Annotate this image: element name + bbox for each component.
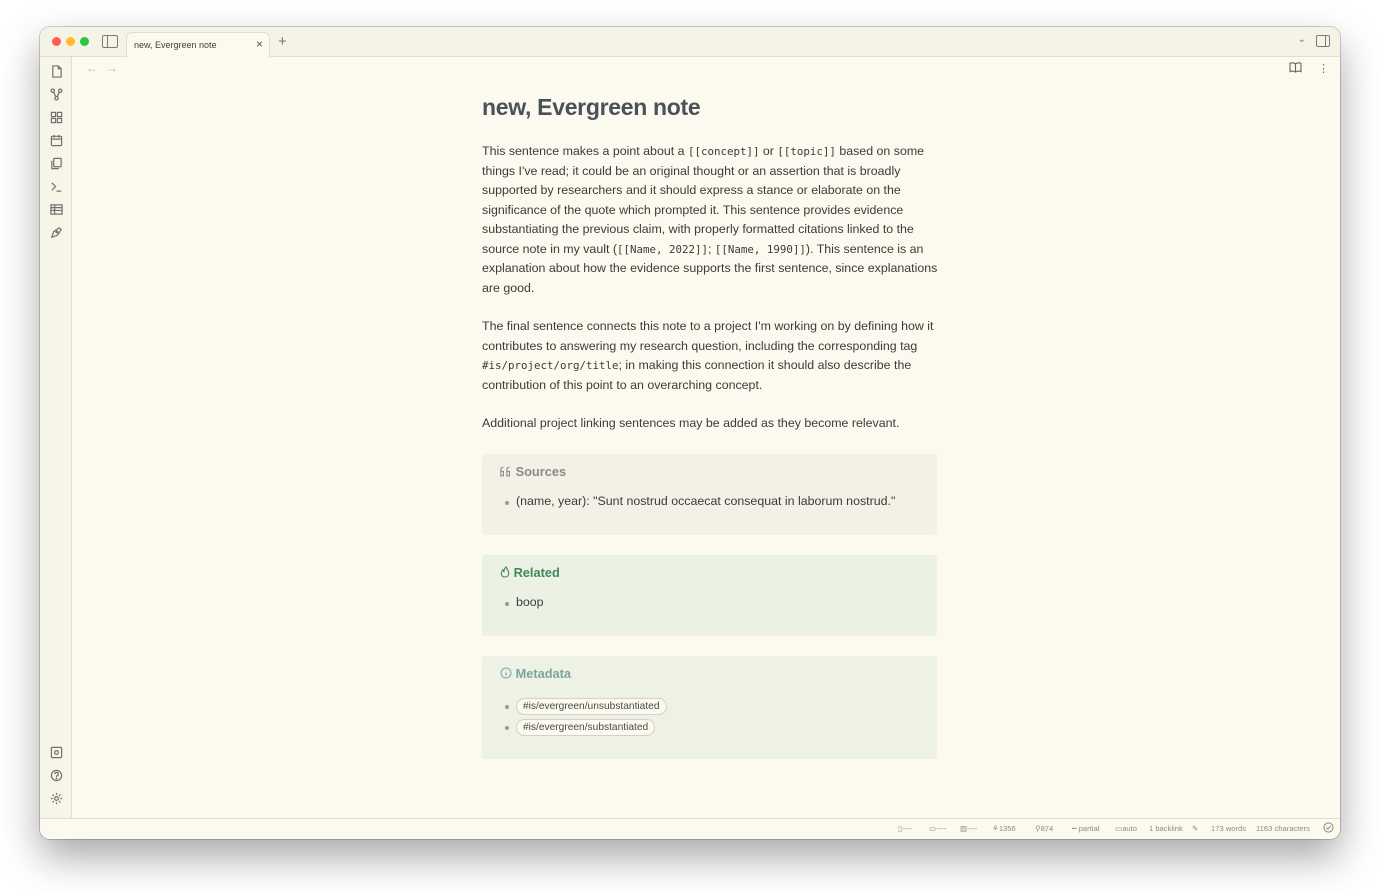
quote-icon: [500, 466, 512, 477]
status-value: ----: [967, 824, 978, 833]
open-quick-switcher-icon[interactable]: [49, 65, 63, 79]
text-run: based on some things I've read; it could be an original thought or an assertion that is broadly supported by researchers and it should express a stance or elaborate on the significance of the quote which prompted it. This sentence provides evidence substantiating the previous claim, with properly formatted citations linked to the source note in my vault (: [482, 144, 925, 256]
related-callout: [482, 555, 937, 636]
paragraph-1: [482, 142, 938, 298]
tab-close-icon[interactable]: ×: [255, 37, 263, 51]
metadata-callout: [482, 656, 937, 759]
related-callout-title[interactable]: [500, 565, 560, 580]
status-value: ----: [902, 824, 913, 833]
reading-view-book-icon[interactable]: [1289, 62, 1302, 76]
edit-pencil-icon[interactable]: ✎: [1192, 824, 1199, 833]
status-value: partial: [1078, 824, 1100, 833]
word-count: 173 words: [1211, 824, 1247, 833]
status-sync-indicator[interactable]: ▯----: [898, 824, 913, 833]
status-editor-indicator[interactable]: ▭----: [929, 824, 947, 833]
flame-icon: [500, 566, 510, 578]
table-icon[interactable]: [49, 203, 63, 217]
graph-view-icon[interactable]: [49, 88, 63, 102]
navigate-forward-icon[interactable]: →: [106, 61, 118, 75]
character-count: 1163 characters: [1256, 824, 1310, 833]
tag-pill[interactable]: #is/evergreen/unsubstantiated: [516, 698, 667, 715]
canvas-icon[interactable]: [49, 111, 63, 125]
calendar-icon[interactable]: [49, 134, 63, 148]
new-tab-button[interactable]: +: [278, 33, 287, 50]
sync-check-icon[interactable]: [1323, 822, 1334, 835]
status-chart-indicator[interactable]: ▥----: [960, 824, 978, 833]
zoom-window-button[interactable]: [80, 37, 89, 46]
paragraph-2: [482, 317, 938, 395]
topic-link[interactable]: [[topic]]: [777, 145, 836, 158]
citation-link-2022[interactable]: [[Name, 2022]]: [616, 242, 708, 256]
tag-pill[interactable]: #is/evergreen/substantiated: [516, 719, 655, 736]
note-content: [482, 94, 938, 430]
settings-gear-icon[interactable]: [49, 792, 63, 806]
command-palette-icon[interactable]: [49, 180, 63, 194]
title-bar: [40, 27, 1340, 57]
text-run: The final sentence connects this note to a project I'm working on by defining how it contributes to answering my research question, including the corresponding tag: [482, 319, 934, 353]
concept-link[interactable]: [[concept]]: [687, 145, 760, 158]
info-icon: [500, 667, 512, 679]
tab-list-chevron-down-icon[interactable]: ⌄: [1297, 34, 1306, 45]
sources-callout: [482, 454, 937, 535]
more-options-icon[interactable]: ⋮: [1318, 63, 1329, 75]
text-run: ). This sentence is an explanation about how the evidence supports the first sentence, since explanations are good.: [482, 241, 938, 295]
left-sidebar-toggle-icon[interactable]: [102, 35, 118, 48]
citation-link-1990[interactable]: [[Name, 1990]]: [714, 242, 806, 256]
callout-title-text: Sources: [515, 464, 567, 479]
status-partial-indicator[interactable]: ╍ partial: [1072, 824, 1100, 833]
text-run: This sentence makes a point about a: [482, 144, 688, 158]
navigate-back-icon[interactable]: ←: [86, 61, 98, 75]
text-run: ;: [708, 241, 715, 256]
list-item: [516, 698, 667, 715]
templates-icon[interactable]: [49, 157, 63, 171]
metadata-callout-title[interactable]: [500, 666, 571, 681]
status-value: auto: [1122, 824, 1137, 833]
status-link-count[interactable]: ⚲874: [1035, 824, 1054, 833]
app-window: [40, 27, 1340, 839]
status-value: 874: [1040, 824, 1054, 833]
minimize-window-button[interactable]: [66, 37, 75, 46]
status-auto-indicator[interactable]: ▭auto: [1115, 824, 1137, 833]
status-file-count[interactable]: ⚘1356: [992, 824, 1016, 833]
list-item: [516, 719, 655, 736]
callout-title-text: Related: [513, 565, 560, 580]
list-item: (name, year): "Sunt nostrud occaecat consequat in laborum nostrud.": [516, 494, 896, 508]
tab-active-note[interactable]: [126, 32, 270, 58]
vault-switcher-icon[interactable]: [49, 746, 63, 760]
right-sidebar-toggle-icon[interactable]: [1316, 35, 1330, 47]
excalidraw-pen-icon[interactable]: [49, 226, 63, 240]
text-run: or: [759, 144, 778, 158]
callout-title-text: Metadata: [515, 666, 572, 681]
tab-title: new, Evergreen note: [134, 40, 217, 50]
status-bar: [40, 818, 1340, 839]
backlink-count[interactable]: 1 backlink: [1149, 824, 1183, 833]
help-icon[interactable]: [49, 769, 63, 783]
status-value: 1356: [998, 824, 1016, 833]
project-tag[interactable]: #is/project/org/title: [482, 359, 619, 372]
note-title[interactable]: new, Evergreen note: [482, 94, 701, 120]
text-run: ; in making this connection it should also describe the contribution of this point to an overarching concept.: [482, 358, 912, 392]
sources-callout-title[interactable]: [500, 464, 566, 479]
left-ribbon: [40, 57, 72, 819]
status-value: ----: [936, 824, 947, 833]
close-window-button[interactable]: [52, 37, 61, 46]
list-item: boop: [516, 595, 544, 609]
paragraph-3: Additional project linking sentences may be added as they become relevant.: [482, 416, 900, 430]
